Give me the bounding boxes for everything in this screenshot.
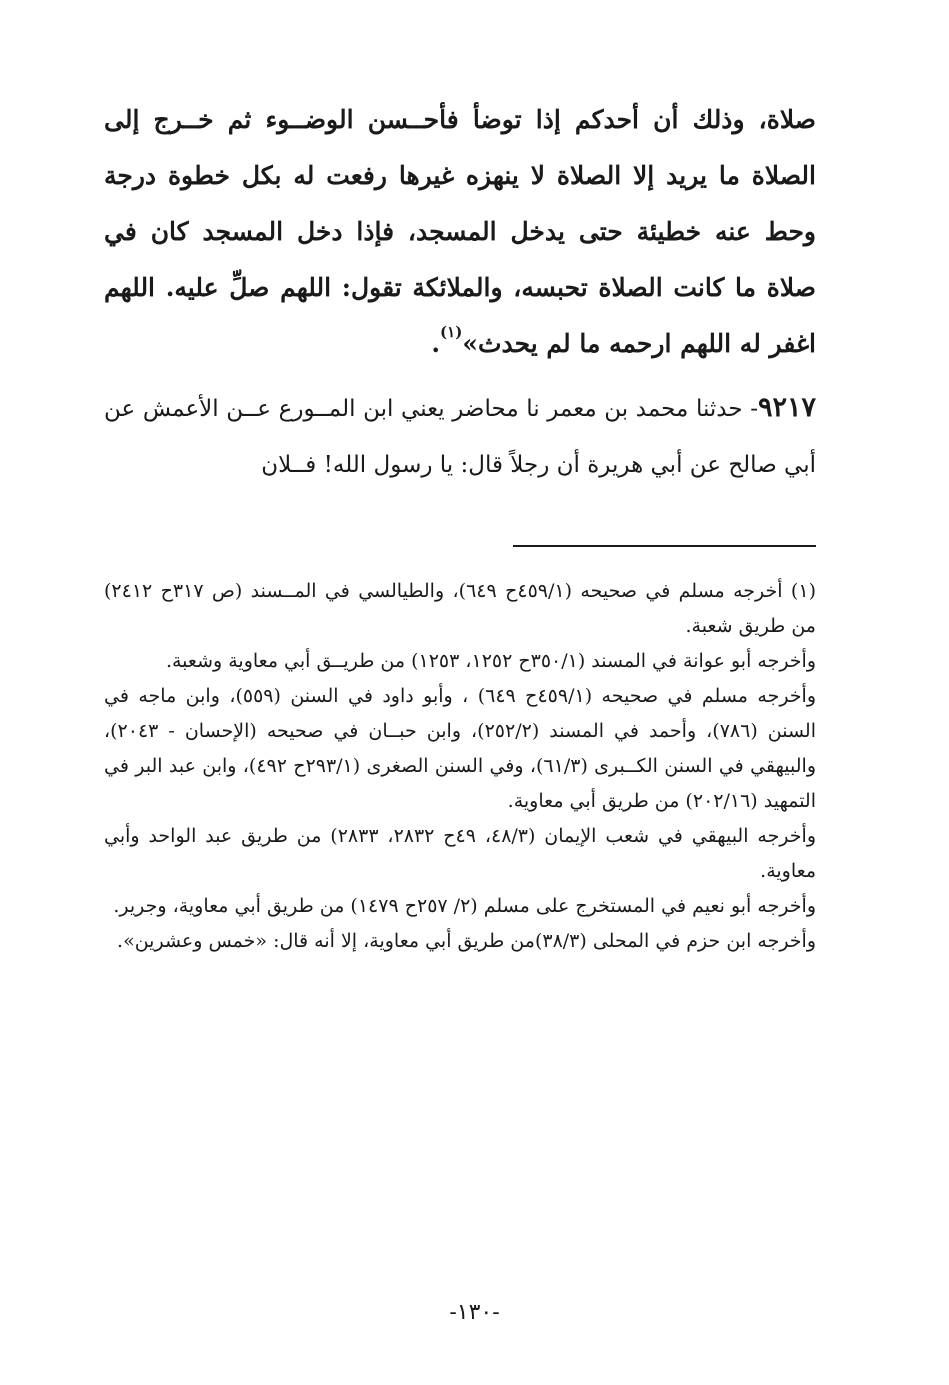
- footnotes-section: [104, 574, 816, 959]
- footnote-1: (١) أخرجه مسلم في صحيحه (٤٥٩/١ح ٦٤٩)، والطيالسي في المــسند (ص ٣١٧ح ٢٤١٢) من طريق شعبة.: [104, 580, 816, 637]
- footnote-line: وأخرجه أبو نعيم في المستخرج على مسلم (٢/ ٢٥٧ح ١٤٧٩) من طريق أبي معاوية، وجرير.: [113, 895, 816, 917]
- hadith-text: - حدثنا محمد بن معمر نا محاضر يعني ابن المــورع عــن الأعمش عن أبي صالح عن أبي هريرة أن رجلاً قال: يا رسول الله! فــلان: [104, 396, 816, 478]
- main-text-paragraph: [104, 92, 816, 372]
- footnote-line: وأخرجه مسلم في صحيحه (٤٥٩/١ح ٦٤٩) ، وأبو داود في السنن (٥٥٩)، وابن ماجه في السنن (٧٨٦)، وأحمد في المسند (٢٥٢/٢)، وابن حبــان في صحيحه (الإحسان - ٢٠٤٣)، والبيهقي في السنن الكــبرى (٦١/٣)، وفي السنن الصغرى (٢٩٣/١ح ٤٩٢)، وابن عبد البر في التمهيد (٢٠٢/١٦) من طريق أبي معاوية.: [104, 685, 817, 812]
- footnote-line: وأخرجه ابن حزم في المحلى (٣٨/٣)من طريق أبي معاوية، إلا أنه قال: «خمس وعشرين».: [117, 930, 816, 952]
- footnote-divider: [513, 545, 816, 547]
- page-number: -١٣٠-: [449, 1300, 500, 1325]
- footnote-line: وأخرجه البيهقي في شعب الإيمان (٤٨/٣، ٤٩ح ٢٨٣٢، ٢٨٣٣) من طريق عبد الواحد وأبي معاوية.: [104, 825, 816, 882]
- footnote-reference[interactable]: (١): [440, 322, 463, 341]
- hadith-number: ٩٢١٧: [757, 392, 816, 423]
- main-text-body: صلاة، وذلك أن أحدكم إذا توضأ فأحــسن الوضــوء ثم خــرج إلى الصلاة ما يريد إلا الصلاة لا ينهزه غيرها رفعت له بكل خطوة درجة وحط عنه خطيئة حتى يدخل المسجد، فإذا دخل المسجد كان في صلاة ما كانت الصلاة تحبسه، والملائكة تقول: اللهم صلِّ عليه. اللهم اغفر له اللهم ارحمه ما لم يحدث»: [104, 105, 816, 358]
- footnote-line: وأخرجه أبو عوانة في المسند (٣٥٠/١ح ١٢٥٢، ١٢٥٣) من طريــق أبي معاوية وشعبة.: [165, 650, 816, 672]
- main-text-end: .: [431, 329, 441, 358]
- hadith-paragraph: [104, 380, 816, 493]
